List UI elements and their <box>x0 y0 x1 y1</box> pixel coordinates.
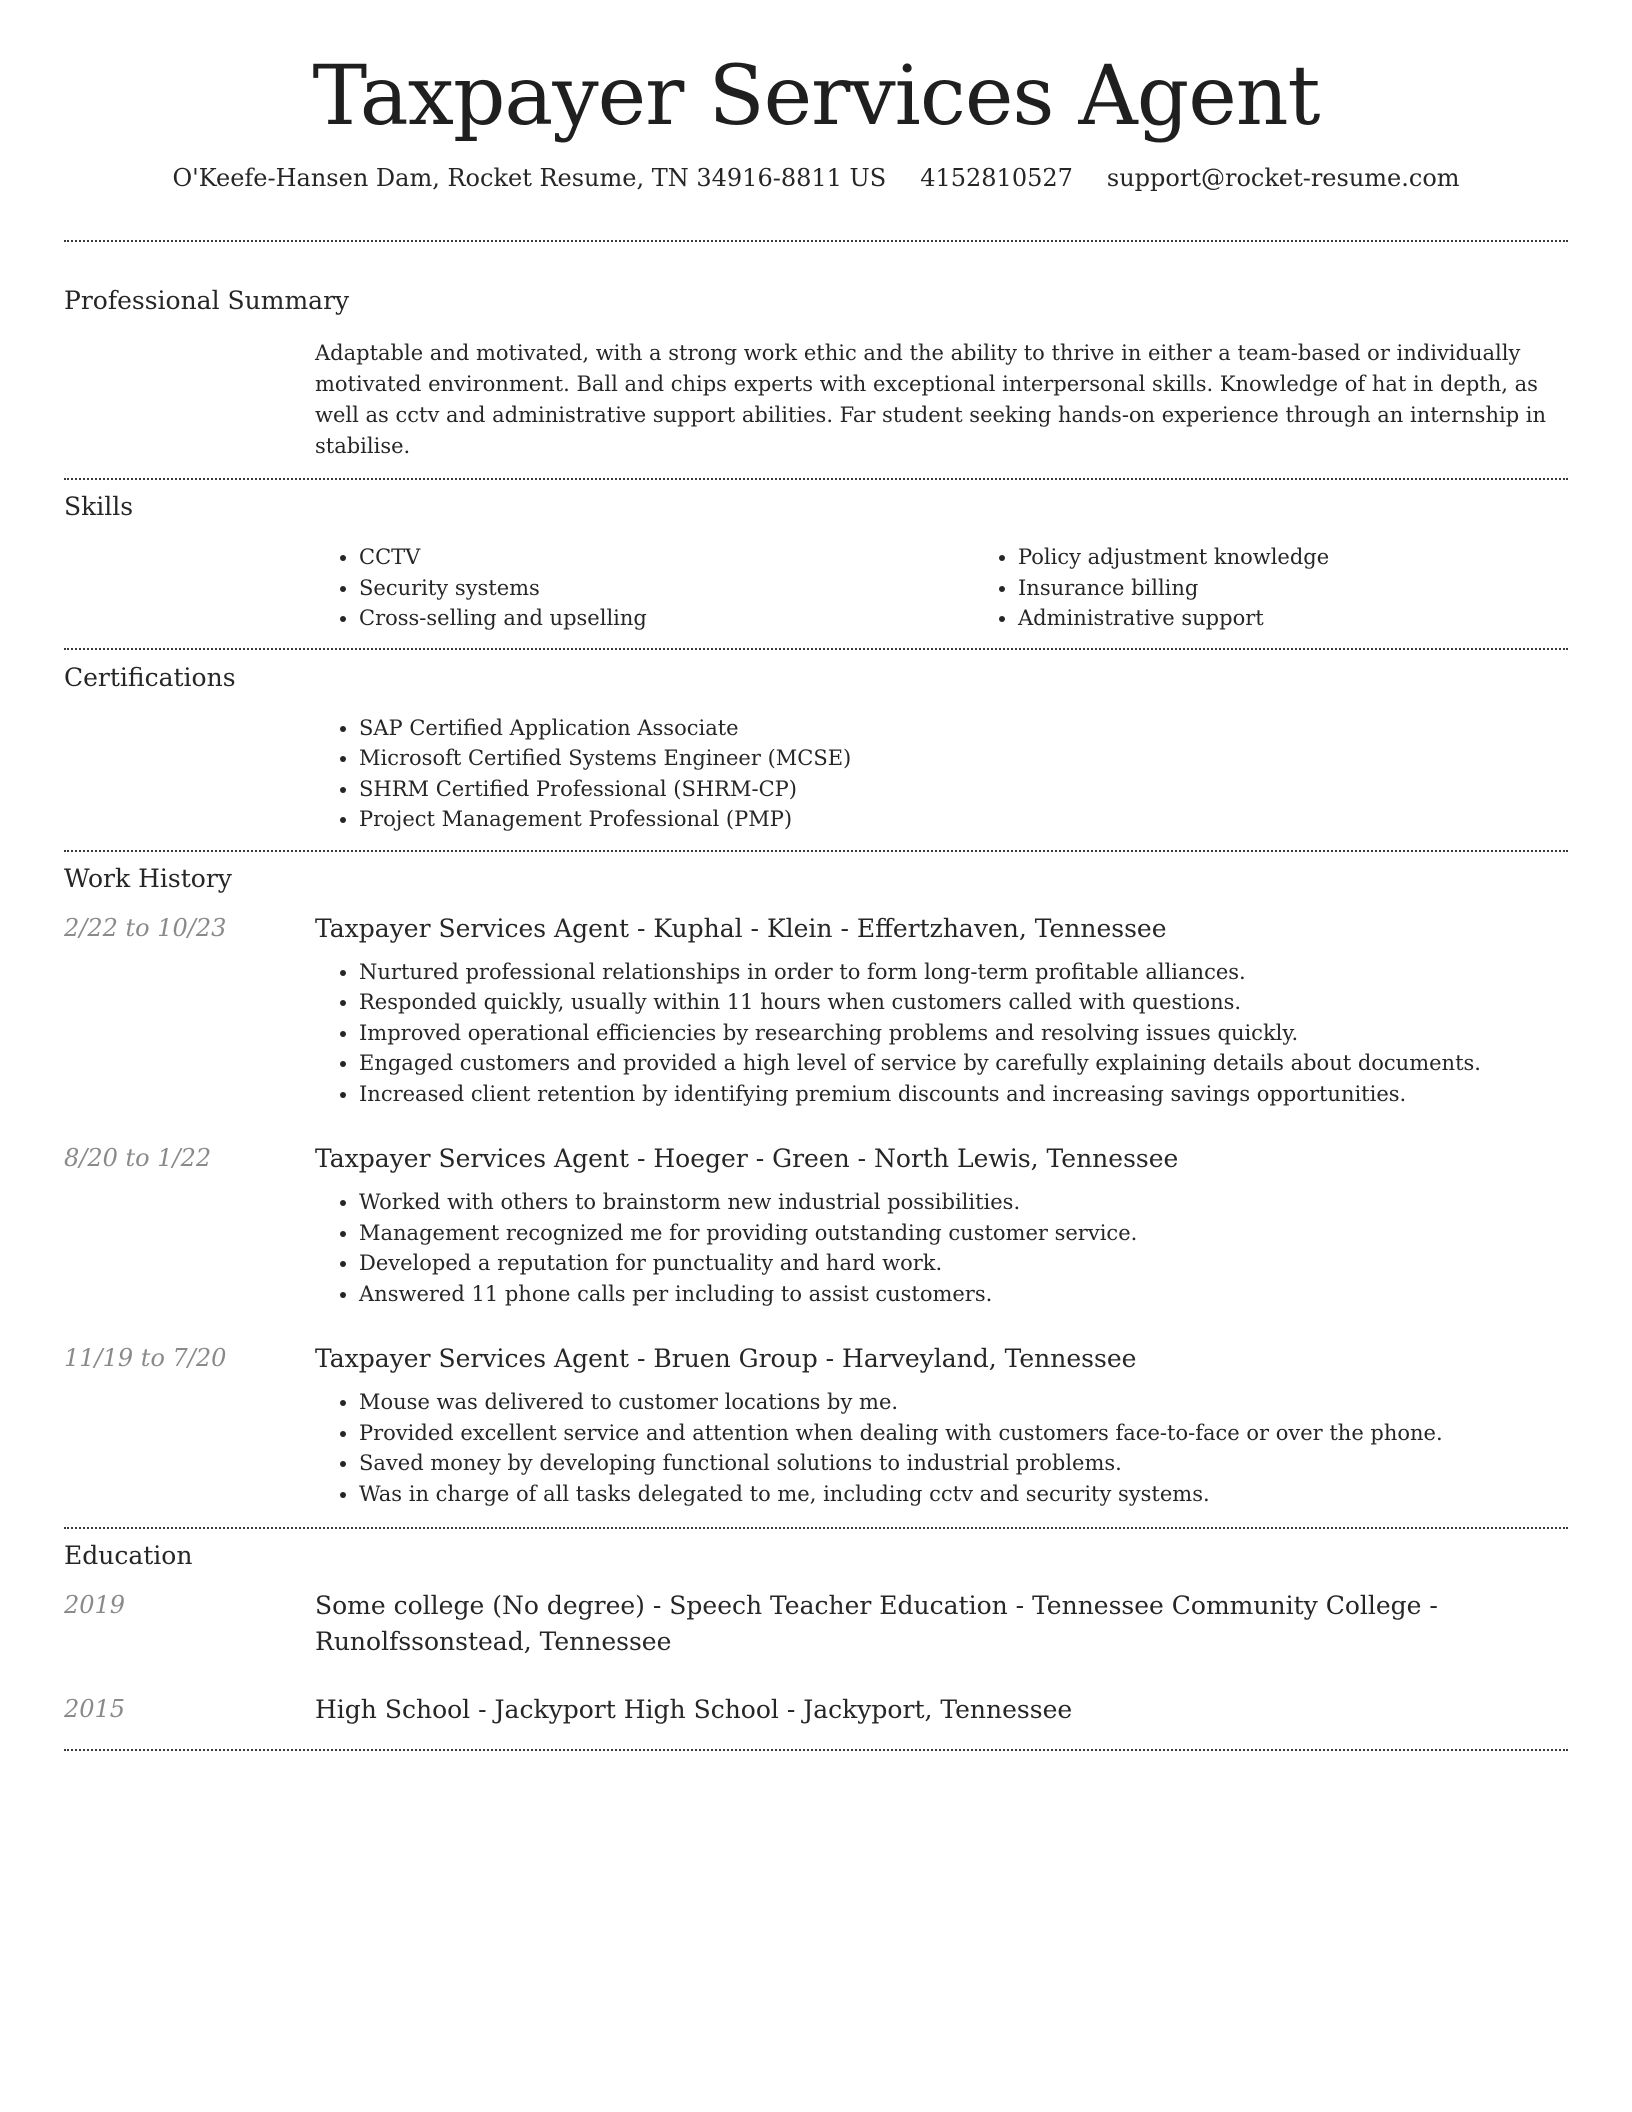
education-entry <box>64 1588 1568 1660</box>
job-dates: 8/20 to 1/22 <box>64 1144 212 1172</box>
skill-item: • Policy adjustment knowledge <box>1018 542 1632 573</box>
job-bullet: • Engaged customers and provided a high level of service by carefully explaining details about documents. <box>359 1048 1568 1079</box>
skill-item: • Insurance billing <box>1018 573 1632 604</box>
job-bullet: • Improved operational efficiencies by researching problems and resolving issues quickly. <box>359 1018 1568 1049</box>
section-divider <box>64 1749 1568 1751</box>
job-bullet: • Responded quickly, usually within 11 hours when customers called with questions. <box>359 987 1568 1018</box>
job-dates: 2/22 to 10/23 <box>64 913 227 942</box>
job-bullet: • Saved money by developing functional solutions to industrial problems. <box>359 1448 1568 1479</box>
job-dates: 11/19 to 7/20 <box>64 1344 227 1372</box>
job-heading: Taxpayer Services Agent - Bruen Group - Harveyland, Tennessee <box>315 1344 1137 1373</box>
certification-item: • SAP Certified Application Associate <box>359 713 1568 744</box>
job-heading: Taxpayer Services Agent - Kuphal - Klein - Effertzhaven, Tennessee <box>315 913 1167 943</box>
job-heading: Taxpayer Services Agent - Hoeger - Green - North Lewis, Tennessee <box>315 1144 1179 1173</box>
summary-text: Adaptable and motivated, with a strong work ethic and the ability to thrive in either a team-based or individually motivated environment. Ball and chips experts with exceptional interpersonal skills. Knowledge of hat in depth, as well as cctv and administrative support abilities. Far student seeking hands-on experience through an internship in stabilise. <box>315 341 1547 458</box>
job-bullet: • Developed a reputation for punctuality and hard work. <box>359 1248 1568 1279</box>
education-date: 2015 <box>64 1695 126 1723</box>
job-bullet: • Provided excellent service and attention when dealing with customers face-to-face or over the phone. <box>359 1418 1568 1449</box>
contact-line <box>0 164 1632 192</box>
education-heading: Some college (No degree) - Speech Teacher Education - Tennessee Community College - Runolfssonstead, Tennessee <box>315 1591 1438 1656</box>
job-bullet: • Nurtured professional relationships in order to form long-term profitable alliances. <box>359 957 1568 988</box>
work-history-section <box>64 852 1568 1510</box>
contact-phone: 4152810527 <box>920 164 1073 193</box>
skill-item: • Cross-selling and upselling <box>359 603 974 634</box>
certification-item: • Microsoft Certified Systems Engineer (MCSE) <box>359 743 1568 774</box>
education-heading: High School - Jackyport High School - Jackyport, Tennessee <box>315 1695 1073 1724</box>
candidate-name: Taxpayer Services Agent <box>312 49 1320 144</box>
education-section <box>64 1529 1568 1728</box>
skills-list-left <box>315 542 974 634</box>
work-history-title: Work History <box>64 863 232 893</box>
job-bullets <box>315 957 1568 1110</box>
resume-header <box>0 0 1632 192</box>
skill-item: • CCTV <box>359 542 974 573</box>
certification-item: • Project Management Professional (PMP) <box>359 804 1568 835</box>
certifications-section <box>64 650 1568 835</box>
skills-list-right <box>974 542 1632 634</box>
skill-item: • Security systems <box>359 573 974 604</box>
job-bullet: • Answered 11 phone calls per including to assist customers. <box>359 1279 1568 1310</box>
summary-section <box>64 242 1568 462</box>
resume-body <box>64 240 1568 1751</box>
job-bullet: • Mouse was delivered to customer locations by me. <box>359 1387 1568 1418</box>
job-entry <box>64 1141 1568 1309</box>
skills-title: Skills <box>64 492 134 521</box>
education-title: Education <box>64 1541 193 1570</box>
contact-email: support@rocket-resume.com <box>1106 164 1460 193</box>
job-entry <box>64 1341 1568 1509</box>
job-bullet: • Increased client retention by identifying premium discounts and increasing savings opportunities. <box>359 1079 1568 1110</box>
contact-address: O'Keefe-Hansen Dam, Rocket Resume, TN 34916-8811 US <box>172 164 887 193</box>
job-bullets <box>315 1387 1568 1509</box>
job-bullet: • Was in charge of all tasks delegated to me, including cctv and security systems. <box>359 1479 1568 1510</box>
summary-title: Professional Summary <box>64 286 350 315</box>
skill-item: • Administrative support <box>1018 603 1632 634</box>
certification-item: • SHRM Certified Professional (SHRM-CP) <box>359 774 1568 805</box>
job-bullet: • Worked with others to brainstorm new industrial possibilities. <box>359 1187 1568 1218</box>
job-bullet: • Management recognized me for providing outstanding customer service. <box>359 1218 1568 1249</box>
skills-section <box>64 480 1568 634</box>
certifications-title: Certifications <box>64 662 236 692</box>
job-entry <box>64 911 1568 1110</box>
education-entry <box>64 1692 1568 1728</box>
job-bullets <box>315 1187 1568 1309</box>
certifications-list <box>315 713 1568 835</box>
education-date: 2019 <box>64 1591 126 1619</box>
